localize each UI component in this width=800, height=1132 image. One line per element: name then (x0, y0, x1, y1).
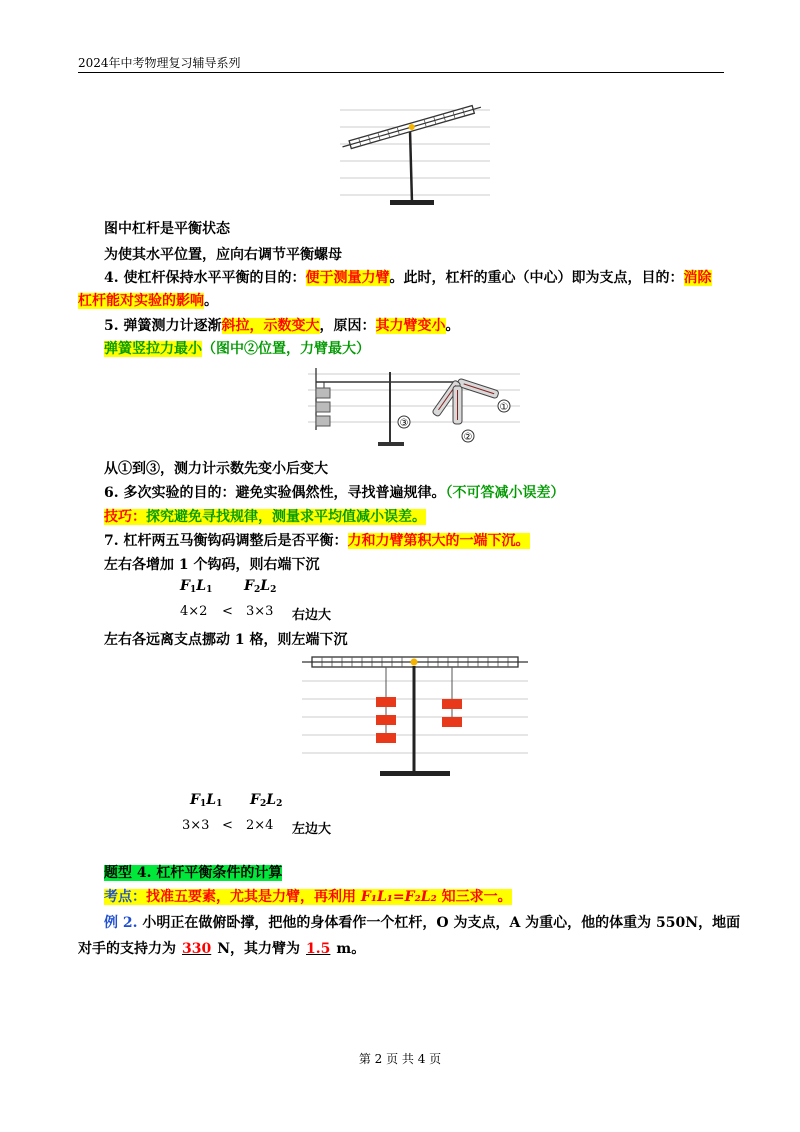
l-symbol: L (196, 578, 207, 594)
label-position-1: ① (499, 402, 509, 413)
calc1-right: 3×3 (246, 604, 274, 619)
text-span: 。 (445, 318, 460, 334)
subscript: 1 (189, 585, 197, 595)
calc1-result: 右边大 (292, 608, 332, 623)
text-lever-balanced: 图中杠杆是平衡状态 (104, 221, 230, 237)
page-footer: 第 2 页 共 4 页 (358, 1052, 442, 1066)
calc2-op: < (222, 818, 233, 833)
text-item-4-cont (78, 290, 218, 310)
calc1-left: 4×2 (180, 604, 208, 619)
green-note: （不可答减小误差） (445, 485, 565, 501)
highlight-answer: 杠杆能对实验的影响 (78, 293, 204, 309)
text-span: N，其力臂为 (217, 941, 301, 957)
calc2-left: 3×3 (182, 818, 210, 833)
text-example-cont (78, 938, 365, 958)
header-rule (78, 72, 724, 73)
text-item-5 (104, 315, 460, 335)
subscript: 2 (259, 799, 267, 809)
subscript: 2 (270, 585, 277, 595)
example-label: 例 2. (104, 915, 138, 931)
text-add-weights: 左右各增加 1 个钩码，则右端下沉 (104, 557, 320, 573)
kaodian-text: 知三求一。 (436, 889, 512, 905)
l-symbol: L (260, 578, 271, 594)
highlight-answer: 消除 (683, 270, 712, 286)
kaodian-label: 考点： (104, 889, 146, 905)
section-heading: 题型 4. 杠杆平衡条件的计算 (104, 865, 283, 881)
green-note: （图中②位置，力臂最大） (202, 341, 370, 357)
text-span: 。此时，杠杆的重心（中心）即为支点，目的： (389, 270, 684, 286)
text-span: ，原因： (319, 318, 376, 334)
subscript: 2 (276, 799, 283, 809)
text-span: 。 (204, 293, 218, 309)
formula-f2l2-b (250, 792, 282, 809)
f-symbol: F (180, 578, 190, 594)
text-reading-change: 从①到③，测力计示数先变小后变大 (104, 461, 328, 477)
calc2-result: 左边大 (292, 822, 332, 837)
f-symbol: F (190, 792, 200, 808)
highlight-answer: 斜拉，示数变大 (221, 318, 320, 334)
text-spring-min (104, 338, 370, 358)
calc1-op: < (222, 604, 233, 619)
subscript: 2 (253, 585, 261, 595)
answer-blank-1: 330 (182, 941, 212, 957)
highlight-answer: 便于测量力臂 (305, 270, 390, 286)
kaodian-text: 找准五要素，尤其是力臂，再利用 (146, 889, 361, 905)
highlight-answer: 弹簧竖拉力最小 (104, 341, 202, 357)
text-span: 6. 多次实验的目的：避免实验偶然性，寻找普遍规律。 (104, 485, 446, 501)
figure-lever-weights (302, 653, 528, 779)
text-item-7 (104, 530, 530, 550)
text-span: 7. 杠杆两五马衡钩码调整后是否平衡： (104, 533, 348, 549)
text-kaodian (104, 886, 512, 906)
f-symbol: F (250, 792, 260, 808)
answer-blank-2: 1.5 (306, 941, 331, 957)
subscript: 1 (206, 585, 213, 595)
formula-f1l1 (180, 578, 212, 595)
label-position-2: ② (463, 432, 473, 443)
label-position-3: ③ (399, 418, 409, 429)
text-adjust-nut: 为使其水平位置，应向右调节平衡螺母 (104, 247, 342, 263)
highlight-answer: 其力臂变小 (375, 318, 446, 334)
text-item-4 (104, 267, 712, 287)
text-move-weights: 左右各远离支点挪动 1 格，则左端下沉 (104, 632, 348, 648)
calc2-right: 2×4 (246, 818, 274, 833)
formula-f2l2 (244, 578, 276, 595)
text-span: m。 (336, 941, 366, 957)
l-symbol: L (266, 792, 277, 808)
tip-label: 技巧： (104, 509, 146, 525)
figure-tilted-lever (340, 100, 490, 210)
figure-spring-scale (308, 360, 520, 450)
subscript: 1 (216, 799, 223, 809)
text-tip (104, 506, 426, 526)
subscript: 1 (199, 799, 207, 809)
text-span: 对手的支持力为 (78, 941, 176, 957)
text-example (104, 912, 740, 932)
text-item-6 (104, 482, 565, 502)
lever-formula: F₁L₁=F₂L₂ (360, 889, 437, 905)
text-span: 4. 使杠杆保持水平平衡的目的： (104, 270, 306, 286)
formula-f1l1-b (190, 792, 222, 809)
example-text: 小明正在做俯卧撑，把他的身体看作一个杠杆，O 为支点，A 为重心，他的体重为 550N，地面 (137, 915, 741, 931)
l-symbol: L (206, 792, 217, 808)
section-title (104, 862, 282, 882)
tip-text: 探究避免寻找规律，测量求平均值减小误差。 (146, 509, 426, 525)
highlight-answer: 力和力臂第积大的一端下沉。 (347, 533, 530, 549)
page-header: 2024年中考物理复习辅导系列 (78, 56, 241, 70)
f-symbol: F (244, 578, 254, 594)
text-span: 5. 弹簧测力计逐渐 (104, 318, 222, 334)
